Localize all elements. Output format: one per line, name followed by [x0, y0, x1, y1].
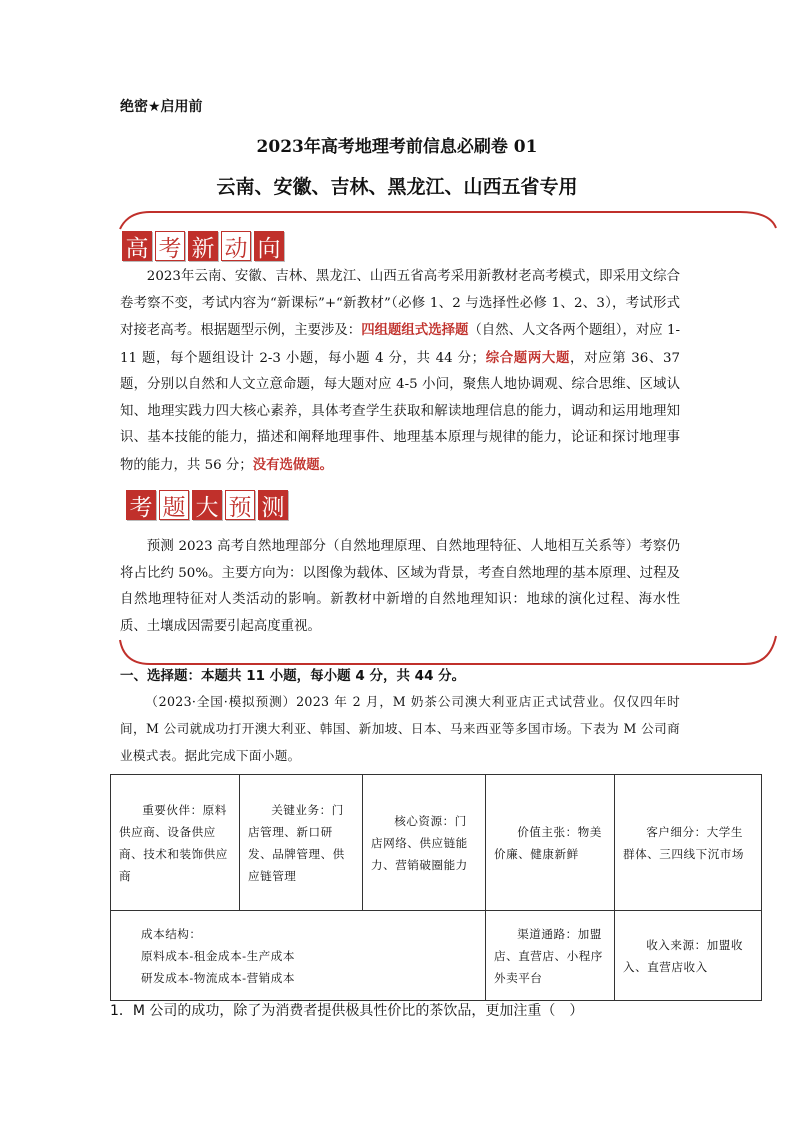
page-title: 2023年高考地理考前信息必刷卷 01	[256, 137, 538, 157]
text-segment: （自然、人文各两个题组），对应 1-11 题，每个题组设计 2-3 小题，每小题 4 分，共 44 分；	[120, 323, 681, 366]
cell-resources: 核心资源：门店网络、供应链能力、营销破圈能力	[363, 775, 486, 911]
banner-tile: 大	[192, 490, 222, 520]
business-model-table	[110, 774, 762, 1001]
cell-partners: 重要伙伴：原料供应商、设备供应商、技术和装饰供应商	[111, 775, 240, 911]
highlight-no-optional: 没有选做题。	[252, 456, 334, 473]
question-1: 1．M 公司的成功，除了为消费者提供极具性价比的茶饮品，更加注重（ ）	[110, 1003, 584, 1019]
cost-label: 成本结构：	[141, 926, 202, 941]
new-trends-paragraph	[120, 264, 680, 479]
banner-tile: 预	[225, 490, 255, 520]
banner-tile: 测	[258, 490, 288, 520]
cost-line: 研发成本-物流成本-营销成本	[141, 970, 295, 985]
prediction-banner	[126, 490, 288, 520]
cell-revenue: 收入来源：加盟收入、直营店收入	[615, 911, 762, 1001]
section-heading: 一、选择题：本题共 11 小题，每小题 4 分，共 44 分。	[120, 668, 466, 684]
cell-cost-structure	[111, 911, 486, 1001]
banner-tile: 高	[122, 231, 152, 261]
banner-tile: 考	[126, 490, 156, 520]
banner-tile: 题	[159, 490, 189, 520]
cell-value: 价值主张：物美价廉、健康新鲜	[486, 775, 615, 911]
highlight-choice-questions: 四组题组式选择题	[361, 322, 469, 338]
prediction-paragraph: 预测 2023 高考自然地理部分（自然地理原理、自然地理特征、人地相互关系等）考察仍将占比约 50%。主要方向为：以图像为载体、区域为背景，考查自然地理的基本原理、过程及自然地理特征对人类活动的影响。新教材中新增的自然地理知识：地球的演化过程、海水性质、土壤成因需要引起高度重视。	[120, 539, 680, 634]
banner-tile: 考	[155, 231, 185, 261]
new-trends-banner	[122, 231, 284, 261]
cell-activities: 关键业务：门店管理、新口研发、品牌管理、供应链管理	[240, 775, 363, 911]
highlight-comprehensive-questions: 综合题两大题	[485, 349, 571, 366]
page-subtitle: 云南、安徽、吉林、黑龙江、山西五省专用	[216, 176, 578, 198]
text-segment: 2023年云南、安徽、吉林、黑龙江、山西五省高考采用新教材老高考模式，即采用文综合卷考察不变，考试内容为“新课标”+“新教材”（必修 1、2 与选择性必修 1、2、3），考试形式对接老高考。根据题型示例，主要涉及：	[120, 269, 680, 338]
confidential-label: 绝密★启用前	[120, 99, 203, 115]
question-intro: （2023·全国·模拟预测）2023 年 2 月，M 奶茶公司澳大利亚店正式试营业。仅仅四年时间，M 公司就成功打开澳大利亚、韩国、新加坡、日本、马来西亚等多国市场。下表为 M 公司商业模式表。据此完成下面小题。	[120, 694, 680, 763]
cell-segments: 客户细分：大学生群体、三四线下沉市场	[615, 775, 762, 911]
text-segment: ，对应第 36、37 题，分别以自然和人文立意命题，每大题对应 4-5 小问，聚焦人地协调观、综合思维、区域认知、地理实践力四大核心素养，具体考查学生获取和解读地理信息的能力，调动和运用地理知识、基本技能的能力，描述和阐释地理事件、地理基本原理与规律的能力，论证和探讨地理事物的能力，共 56 分；	[120, 350, 680, 473]
banner-tile: 新	[188, 231, 218, 261]
cell-channels: 渠道通路：加盟店、直营店、小程序外卖平台	[486, 911, 615, 1001]
cost-line: 原料成本-租金成本-生产成本	[141, 948, 295, 963]
banner-tile: 动	[221, 231, 251, 261]
banner-tile: 向	[254, 231, 284, 261]
